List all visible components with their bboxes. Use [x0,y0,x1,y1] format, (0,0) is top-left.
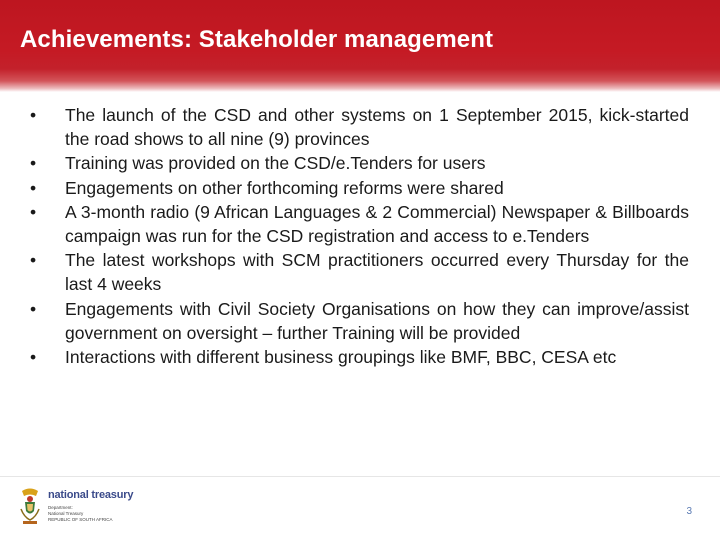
bullet-item [30,345,689,369]
bullet-item [30,200,689,248]
bullet-dot: • [30,298,37,319]
bullet-dot: • [30,250,37,271]
bullet-text: Engagements with Civil Society Organisations on how they can improve/assist government on oversight – further Training will be provided [65,298,689,343]
bullet-dot: • [30,153,37,174]
footer-divider [0,476,720,477]
bullet-list [30,103,689,369]
bullet-item [30,248,689,296]
bullet-text: The launch of the CSD and other systems on 1 September 2015, kick-started the road shows to all nine (9) provinces [65,105,689,150]
bullet-dot: • [30,347,37,368]
bullet-dot: • [30,201,37,222]
title-banner [0,0,720,92]
page-number: 3 [686,506,692,517]
logo-name: national treasury [48,489,134,501]
bullet-item [30,176,689,200]
coat-of-arms-icon [18,487,42,529]
bullet-dot: • [30,105,37,125]
slide-title: Achievements: Stakeholder management [20,26,494,53]
national-treasury-logo [18,487,158,529]
logo-line-3: REPUBLIC OF SOUTH AFRICA [48,517,113,522]
bullet-dot: • [30,177,37,198]
bullet-text: Interactions with different business groupings like BMF, BBC, CESA etc [65,347,617,368]
bullet-text: The latest workshops with SCM practitioners occurred every Thursday for the last 4 weeks [65,250,689,295]
bullet-text: A 3-month radio (9 African Languages & 2 Commercial) Newspaper & Billboards campaign was run for the CSD registration and access to e.Tenders [65,201,689,247]
bullet-item [30,103,689,151]
bullet-text: Engagements on other forthcoming reforms were shared [65,177,504,198]
bullet-item [30,151,689,175]
bullet-item [30,297,689,345]
logo-line-1: Department: [48,505,73,510]
logo-line-2: National Treasury [48,511,84,516]
bullet-text: Training was provided on the CSD/e.Tenders for users [65,153,486,174]
